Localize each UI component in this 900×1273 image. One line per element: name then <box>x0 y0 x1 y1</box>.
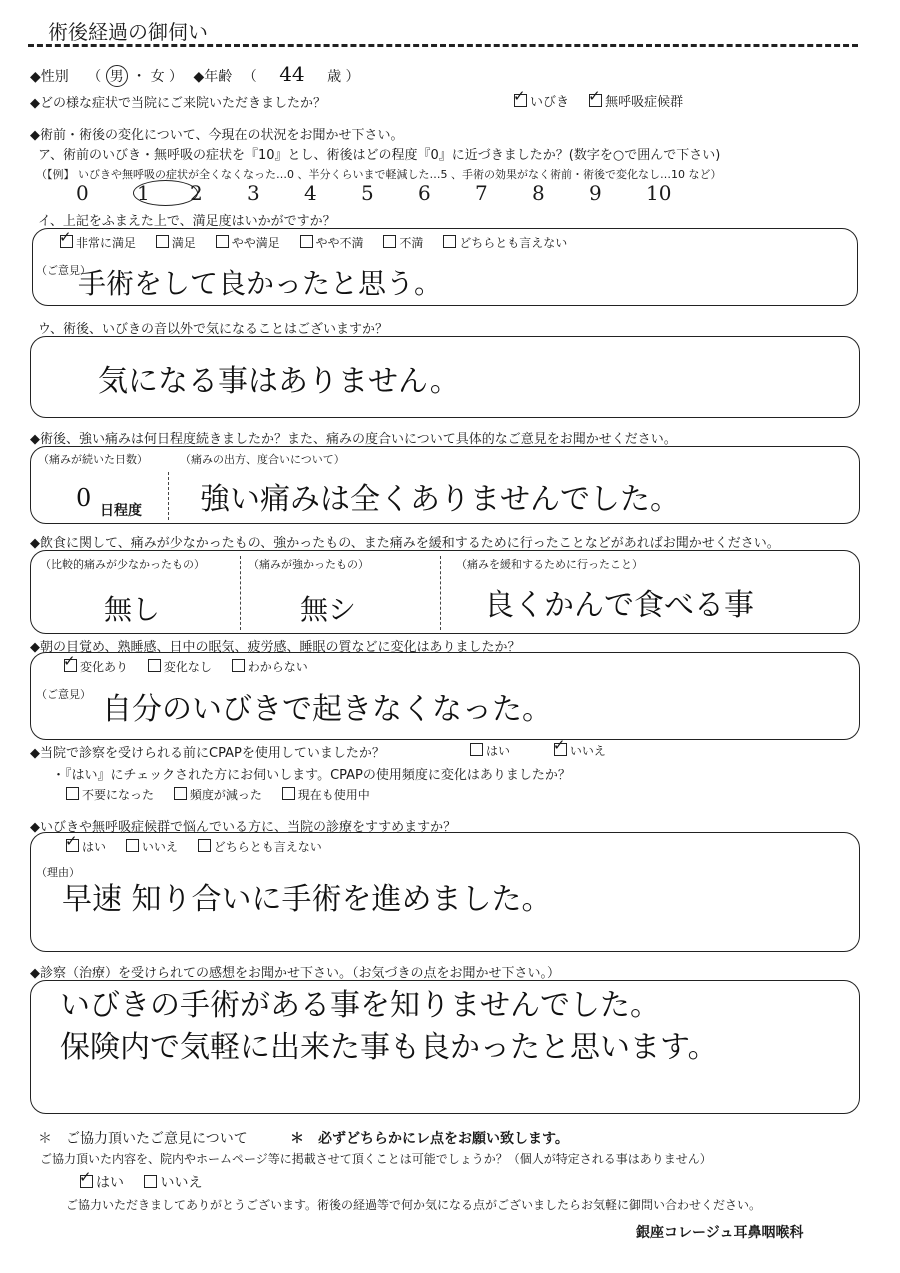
checkbox-icon[interactable] <box>144 1175 157 1188</box>
food-col2-label: （痛みが強かったもの） <box>248 558 369 571</box>
gender-male[interactable]: 男 <box>106 65 128 87</box>
cpap-options <box>470 742 622 759</box>
cpap-sub-option-unneeded[interactable]: 不要になった <box>66 786 154 803</box>
checkbox-icon[interactable] <box>589 94 602 107</box>
title-divider <box>28 44 858 47</box>
scale-10[interactable]: 10 <box>646 181 672 205</box>
checkbox-icon[interactable] <box>156 235 169 248</box>
pain-degree-label: （痛みの出方、度合いについて） <box>180 453 345 466</box>
food-divider-2 <box>440 556 441 630</box>
scale-1[interactable]: 1 <box>133 180 190 206</box>
recommend-option-neutral[interactable]: どちらとも言えない <box>198 838 322 855</box>
scale-0[interactable]: 0 <box>76 181 89 205</box>
scale-6[interactable]: 6 <box>418 181 431 205</box>
satisfaction-opinion-label: （ご意見） <box>36 264 91 277</box>
checkbox-icon[interactable] <box>383 235 396 248</box>
cpap-sub-options <box>66 786 386 803</box>
recommend-reason-label: （理由） <box>36 866 80 879</box>
food-col2-answer[interactable]: 無シ <box>300 593 357 626</box>
age-label: ◆年齢 <box>193 69 233 85</box>
symptom-option-snoring[interactable]: ✓ いびき <box>514 91 569 110</box>
gender-female[interactable]: 女 <box>150 69 165 85</box>
other-answer[interactable]: 気になる事はありません。 <box>98 364 460 399</box>
checkbox-icon[interactable] <box>470 743 483 756</box>
pain-days-value[interactable]: 0 <box>76 484 92 512</box>
recommend-options <box>66 838 338 855</box>
cpap-sub-option-reduced[interactable]: 頻度が減った <box>174 786 262 803</box>
footer-note-2: ＊ 必ずどちらかにレ点をお願い致します。 <box>290 1131 569 1147</box>
q-change-a: ア、術前のいびき・無呼吸の症状を『10』とし、術後はどの程度『0』に近づきましたか？(数字を○で囲んで下さい) <box>38 148 721 163</box>
pain-divider <box>168 472 169 520</box>
checkbox-icon[interactable] <box>282 787 295 800</box>
q-recommend: ◆いびきや無呼吸症候群で悩んでいる方に、当院の診療をすすめますか？ <box>30 820 457 835</box>
symptom-options <box>514 91 699 110</box>
checkbox-icon[interactable] <box>514 94 527 107</box>
checkbox-icon[interactable] <box>232 659 245 672</box>
morning-options <box>64 658 324 675</box>
checkbox-icon[interactable] <box>64 659 77 672</box>
satisfaction-answer[interactable]: 手術をして良かったと思う。 <box>78 267 443 300</box>
cpap-option-yes[interactable]: はい <box>470 742 510 759</box>
footer-thanks: ご協力いただきましてありがとうございます。術後の経過等で何か気になる点がございましたらお気軽に御問い合わせください。 <box>66 1198 762 1212</box>
scale-8[interactable]: 8 <box>532 181 545 205</box>
satisfaction-options <box>60 234 583 251</box>
q-change: ◆術前・術後の変化について、今現在の状況をお聞かせ下さい。 <box>30 128 404 143</box>
footer-note-1: ＊ ご協力頂いたご意見について <box>38 1131 248 1147</box>
impression-line-1[interactable]: いびきの手術がある事を知りませんでした。 <box>60 988 660 1023</box>
checkbox-icon[interactable] <box>66 839 79 852</box>
checkbox-icon[interactable] <box>60 235 73 248</box>
q-pain: ◆術後、強い痛みは何日程度続きましたか？また、痛みの度合いについて具体的なご意見をお聞かせください。 <box>30 432 677 447</box>
satisfaction-option-satisfied[interactable]: 満足 <box>156 234 196 251</box>
q-cpap-sub: ・『はい』にチェックされた方にお伺いします。CPAPの使用頻度に変化はありましたか？ <box>52 768 571 783</box>
morning-option-unknown[interactable]: わからない <box>232 658 308 675</box>
satisfaction-option-unsatisfied[interactable]: 不満 <box>383 234 423 251</box>
q-food: ◆飲食に関して、痛みが少なかったもの、強かったもの、また痛みを緩和するために行ったことなどがあればお聞かせください。 <box>30 536 780 551</box>
morning-answer[interactable]: 自分のいびきで起きなくなった。 <box>102 692 552 727</box>
satisfaction-option-very-satisfied[interactable]: ✓非常に満足 <box>60 234 136 251</box>
checkbox-icon[interactable] <box>300 235 313 248</box>
checkbox-icon[interactable] <box>554 743 567 756</box>
checkbox-icon[interactable] <box>126 839 139 852</box>
scale-7[interactable]: 7 <box>475 181 488 205</box>
food-divider-1 <box>240 556 241 630</box>
pain-days-unit: 日程度 <box>100 503 142 519</box>
food-col1-label: （比較的痛みが少なかったもの） <box>40 558 205 571</box>
recommend-answer[interactable]: 早速 知り合いに手術を進めました。 <box>62 882 552 917</box>
age-unit: 歳 <box>327 69 342 85</box>
footer-question: ご協力頂いた内容を、院内やホームページ等に掲載させて頂くことは可能でしょうか？（個人が特定される事はありません） <box>40 1152 712 1166</box>
scale-3[interactable]: 3 <box>247 181 260 205</box>
scale-9[interactable]: 9 <box>589 181 602 205</box>
q-symptom: ◆どの様な症状で当院にご来院いただきましたか？ <box>30 96 326 111</box>
satisfaction-option-somewhat-satisfied[interactable]: やや満足 <box>216 234 280 251</box>
food-col3-answer[interactable]: 良くかんで食べる事 <box>484 588 754 623</box>
gender-separator: ・ <box>132 69 147 85</box>
morning-option-unchanged[interactable]: 変化なし <box>148 658 212 675</box>
change-scale <box>76 180 703 206</box>
footer-option-no[interactable]: いいえ <box>144 1172 202 1192</box>
scale-4[interactable]: 4 <box>304 181 317 205</box>
impression-line-2[interactable]: 保険内で気軽に出来た事も良かったと思います。 <box>60 1030 718 1065</box>
symptom-option-apnea[interactable]: ✓ 無呼吸症候群 <box>589 91 683 110</box>
recommend-option-yes[interactable]: ✓はい <box>66 838 106 855</box>
satisfaction-option-neutral[interactable]: どちらとも言えない <box>443 234 567 251</box>
checkbox-icon[interactable] <box>198 839 211 852</box>
satisfaction-option-somewhat-unsatisfied[interactable]: やや不満 <box>300 234 364 251</box>
morning-opinion-label: （ご意見） <box>36 688 91 701</box>
scale-5[interactable]: 5 <box>361 181 374 205</box>
checkbox-icon[interactable] <box>174 787 187 800</box>
food-col3-label: （痛みを緩和するために行ったこと） <box>456 558 643 571</box>
checkbox-icon[interactable] <box>66 787 79 800</box>
clinic-name: 銀座コレージュ耳鼻咽喉科 <box>636 1225 804 1241</box>
footer-option-yes[interactable]: ✓はい <box>80 1172 124 1192</box>
q-cpap: ◆当院で診察を受けられる前にCPAPを使用していましたか？ <box>30 746 385 761</box>
q-change-example: （【例】 いびきや無呼吸の症状が全くなくなった…0 、半分くらいまで軽減した…5 、手術の効果がなく術前・術後で変化なし…10 など） <box>36 168 722 181</box>
checkbox-icon[interactable] <box>443 235 456 248</box>
q-other: ウ、術後、いびきの音以外で気になることはございますか？ <box>38 322 388 337</box>
q-morning: ◆朝の目覚め、熟睡感、日中の眠気、疲労感、睡眠の質などに変化はありましたか？ <box>30 640 521 655</box>
footer-options <box>80 1172 218 1192</box>
scale-2[interactable]: 2 <box>190 181 203 205</box>
checkbox-icon[interactable] <box>148 659 161 672</box>
age-value[interactable]: 44 <box>279 62 305 86</box>
gender-label: ◆性別 <box>30 69 69 85</box>
pain-answer[interactable]: 強い痛みは全くありませんでした。 <box>200 482 680 517</box>
food-col1-answer[interactable]: 無し <box>104 593 161 626</box>
q-impression: ◆診察（治療）を受けられての感想をお聞かせ下さい。（お気づきの点をお聞かせ下さい。） <box>30 966 560 981</box>
checkbox-icon[interactable] <box>80 1175 93 1188</box>
recommend-option-no[interactable]: いいえ <box>126 838 178 855</box>
q-satisfaction: イ、上記をふまえた上で、満足度はいかがですか？ <box>38 214 336 229</box>
checkbox-icon[interactable] <box>216 235 229 248</box>
page-title: 術後経過の御伺い <box>48 20 208 44</box>
morning-option-changed[interactable]: ✓変化あり <box>64 658 128 675</box>
cpap-option-no[interactable]: ✓ いいえ <box>554 742 606 759</box>
cpap-sub-option-still-using[interactable]: 現在も使用中 <box>282 786 370 803</box>
basic-info-row: ◆性別 （ 男 ・ 女 ） ◆年齢 （ 44 歳 ） <box>30 62 360 86</box>
pain-days-label: （痛みが続いた日数） <box>38 453 148 466</box>
